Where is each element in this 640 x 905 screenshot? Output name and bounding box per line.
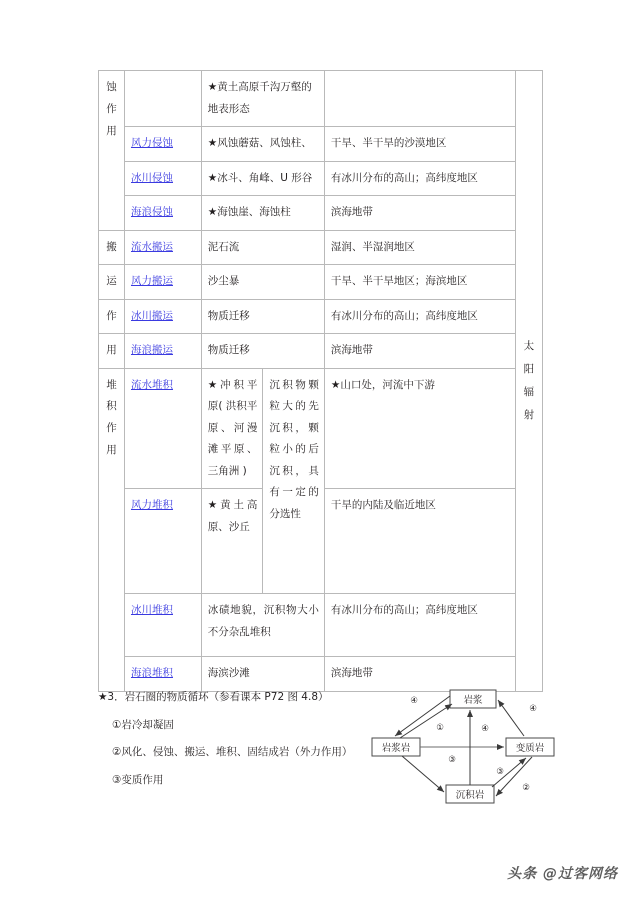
- arrow-label-sedimentary-to-magma: ④: [481, 724, 489, 734]
- place-cell: 滨海地带: [324, 657, 515, 692]
- description-cell: ★冰斗、角峰、U 形谷: [201, 161, 324, 196]
- external-forces-table: [98, 70, 543, 692]
- agent-cell: [124, 657, 201, 692]
- table-row: [99, 594, 543, 657]
- energy-label-char: 射: [523, 408, 535, 421]
- place-cell: 滨海地带: [324, 196, 515, 231]
- agent-cell: [124, 230, 201, 265]
- description-cell: 物质迁移: [201, 299, 324, 334]
- agent-link-wave-transport[interactable]: 海浪搬运: [130, 344, 173, 357]
- energy-label-char: 阳: [523, 362, 535, 375]
- table-row: [99, 161, 543, 196]
- agent-cell: [124, 334, 201, 369]
- place-cell: ★山口处，河流中下游: [324, 368, 515, 489]
- energy-label-char: 辐: [523, 385, 535, 398]
- section-label-transport-char: 用: [99, 334, 125, 369]
- arrow-label-sedimentary-to-metamorphic-upper: ③: [496, 767, 504, 777]
- place-cell: 有冰川分布的高山；高纬度地区: [324, 594, 515, 657]
- description-cell: 海滨沙滩: [201, 657, 324, 692]
- table-row: [99, 196, 543, 231]
- description-cell: 沙尘暴: [201, 265, 324, 300]
- description-cell: ★黄土高原、沙丘: [201, 489, 263, 594]
- section-label-deposition: [99, 368, 125, 691]
- node-label-sedimentary: 沉积岩: [455, 790, 485, 801]
- place-cell: 有冰川分布的高山；高纬度地区: [324, 161, 515, 196]
- section-label-erosion: [99, 71, 125, 231]
- agent-link-water-deposition[interactable]: 流水堆积: [130, 378, 173, 391]
- section-label-transport-char: 运: [99, 265, 125, 300]
- place-cell: [324, 71, 515, 127]
- arrow-label-igneous-to-metamorphic: ③: [448, 755, 456, 765]
- agent-link-glacial-deposition[interactable]: 冰川堆积: [130, 604, 173, 617]
- agent-link-wave-deposition[interactable]: 海浪堆积: [130, 667, 173, 680]
- arrow-label-top-right: ④: [529, 704, 537, 714]
- place-cell: 湿润、半湿润地区: [324, 230, 515, 265]
- deposition-rule-cell: 沉积物颗粒大的先沉积，颗粒小的后沉积，具有一定的分选性: [263, 368, 325, 594]
- agent-cell: [124, 594, 201, 657]
- notes-title: ★3．岩石圈的物质循环（参看课本 P72 图 4.8）: [98, 691, 329, 703]
- agent-cell: [124, 489, 201, 594]
- description-cell: 物质迁移: [201, 334, 324, 369]
- rock-cycle-notes: [98, 690, 358, 801]
- section-label-transport-char: 搬: [99, 230, 125, 265]
- node-label-igneous: 岩浆岩: [381, 743, 411, 754]
- node-label-magma: 岩浆: [463, 695, 483, 706]
- arrow-label-sedimentary-to-metamorphic-lower: ②: [522, 783, 530, 793]
- agent-cell: [124, 127, 201, 162]
- rock-cycle-svg: [368, 686, 558, 811]
- section-label-char: 用: [106, 124, 117, 137]
- agent-link-wind-deposition[interactable]: 风力堆积: [130, 499, 173, 512]
- section-label-char: 堆: [106, 378, 117, 391]
- energy-source-cell: [515, 71, 542, 692]
- notes-item-1: ①岩冷却凝固: [112, 718, 174, 731]
- agent-cell: [124, 265, 201, 300]
- agent-link-water-transport[interactable]: 流水搬运: [130, 240, 173, 253]
- agent-link-wave-erosion[interactable]: 海浪侵蚀: [130, 206, 173, 219]
- arrow-igneous-to-sedimentary: [402, 756, 444, 792]
- energy-label-char: 太: [523, 339, 535, 352]
- table-row: [99, 299, 543, 334]
- section-label-char: 积: [106, 400, 117, 413]
- place-cell: 干旱的内陆及临近地区: [324, 489, 515, 594]
- description-cell: ★黄土高原千沟万壑的地表形态: [201, 71, 324, 127]
- table-row: [99, 127, 543, 162]
- notes-item-2: ②风化、侵蚀、搬运、堆积、固结成岩（外力作用）: [112, 746, 353, 759]
- arrow-label-top-left: ④: [410, 696, 418, 706]
- agent-link-glacial-erosion[interactable]: 冰川侵蚀: [130, 171, 173, 184]
- arrow-label-igneous-to-magma: ①: [436, 723, 444, 733]
- section-label-char: 用: [106, 444, 117, 457]
- arrow-metamorphic-to-magma: [498, 700, 524, 736]
- node-label-metamorphic: 变质岩: [515, 743, 545, 754]
- arrow-igneous-to-magma: [400, 704, 452, 738]
- table-row: [99, 334, 543, 369]
- notes-item-3: ③变质作用: [112, 774, 164, 787]
- place-cell: 有冰川分布的高山；高纬度地区: [324, 299, 515, 334]
- agent-cell: [124, 196, 201, 231]
- agent-cell: [124, 71, 201, 127]
- section-label-char: 蚀: [106, 81, 117, 93]
- agent-cell: [124, 299, 201, 334]
- section-label-char: 作: [106, 102, 117, 115]
- description-cell: ★风蚀蘑菇、风蚀柱、: [201, 127, 324, 162]
- place-cell: 干旱、半干旱的沙漠地区: [324, 127, 515, 162]
- section-label-char: 作: [106, 422, 117, 435]
- agent-cell: [124, 161, 201, 196]
- description-cell: 泥石流: [201, 230, 324, 265]
- watermark: 头条 @过客网络: [507, 866, 618, 882]
- section-label-transport-char: 作: [99, 299, 125, 334]
- description-cell: ★海蚀崖、海蚀柱: [201, 196, 324, 231]
- agent-link-wind-erosion[interactable]: 风力侵蚀: [130, 137, 173, 150]
- table-row: [99, 368, 543, 489]
- agent-link-wind-transport[interactable]: 风力搬运: [130, 275, 173, 288]
- table-row: [99, 230, 543, 265]
- rock-cycle-diagram: [368, 686, 558, 811]
- agent-cell: [124, 368, 201, 489]
- place-cell: 干旱、半干旱地区；海滨地区: [324, 265, 515, 300]
- description-cell: ★冲积平原( 洪积平原、河漫滩平原、三角洲 ): [201, 368, 263, 489]
- agent-link-glacial-transport[interactable]: 冰川搬运: [130, 309, 173, 322]
- table-row: [99, 71, 543, 127]
- description-cell: 冰碛地貌，沉积物大小不分杂乱堆积: [201, 594, 324, 657]
- table-row: [99, 265, 543, 300]
- place-cell: 滨海地带: [324, 334, 515, 369]
